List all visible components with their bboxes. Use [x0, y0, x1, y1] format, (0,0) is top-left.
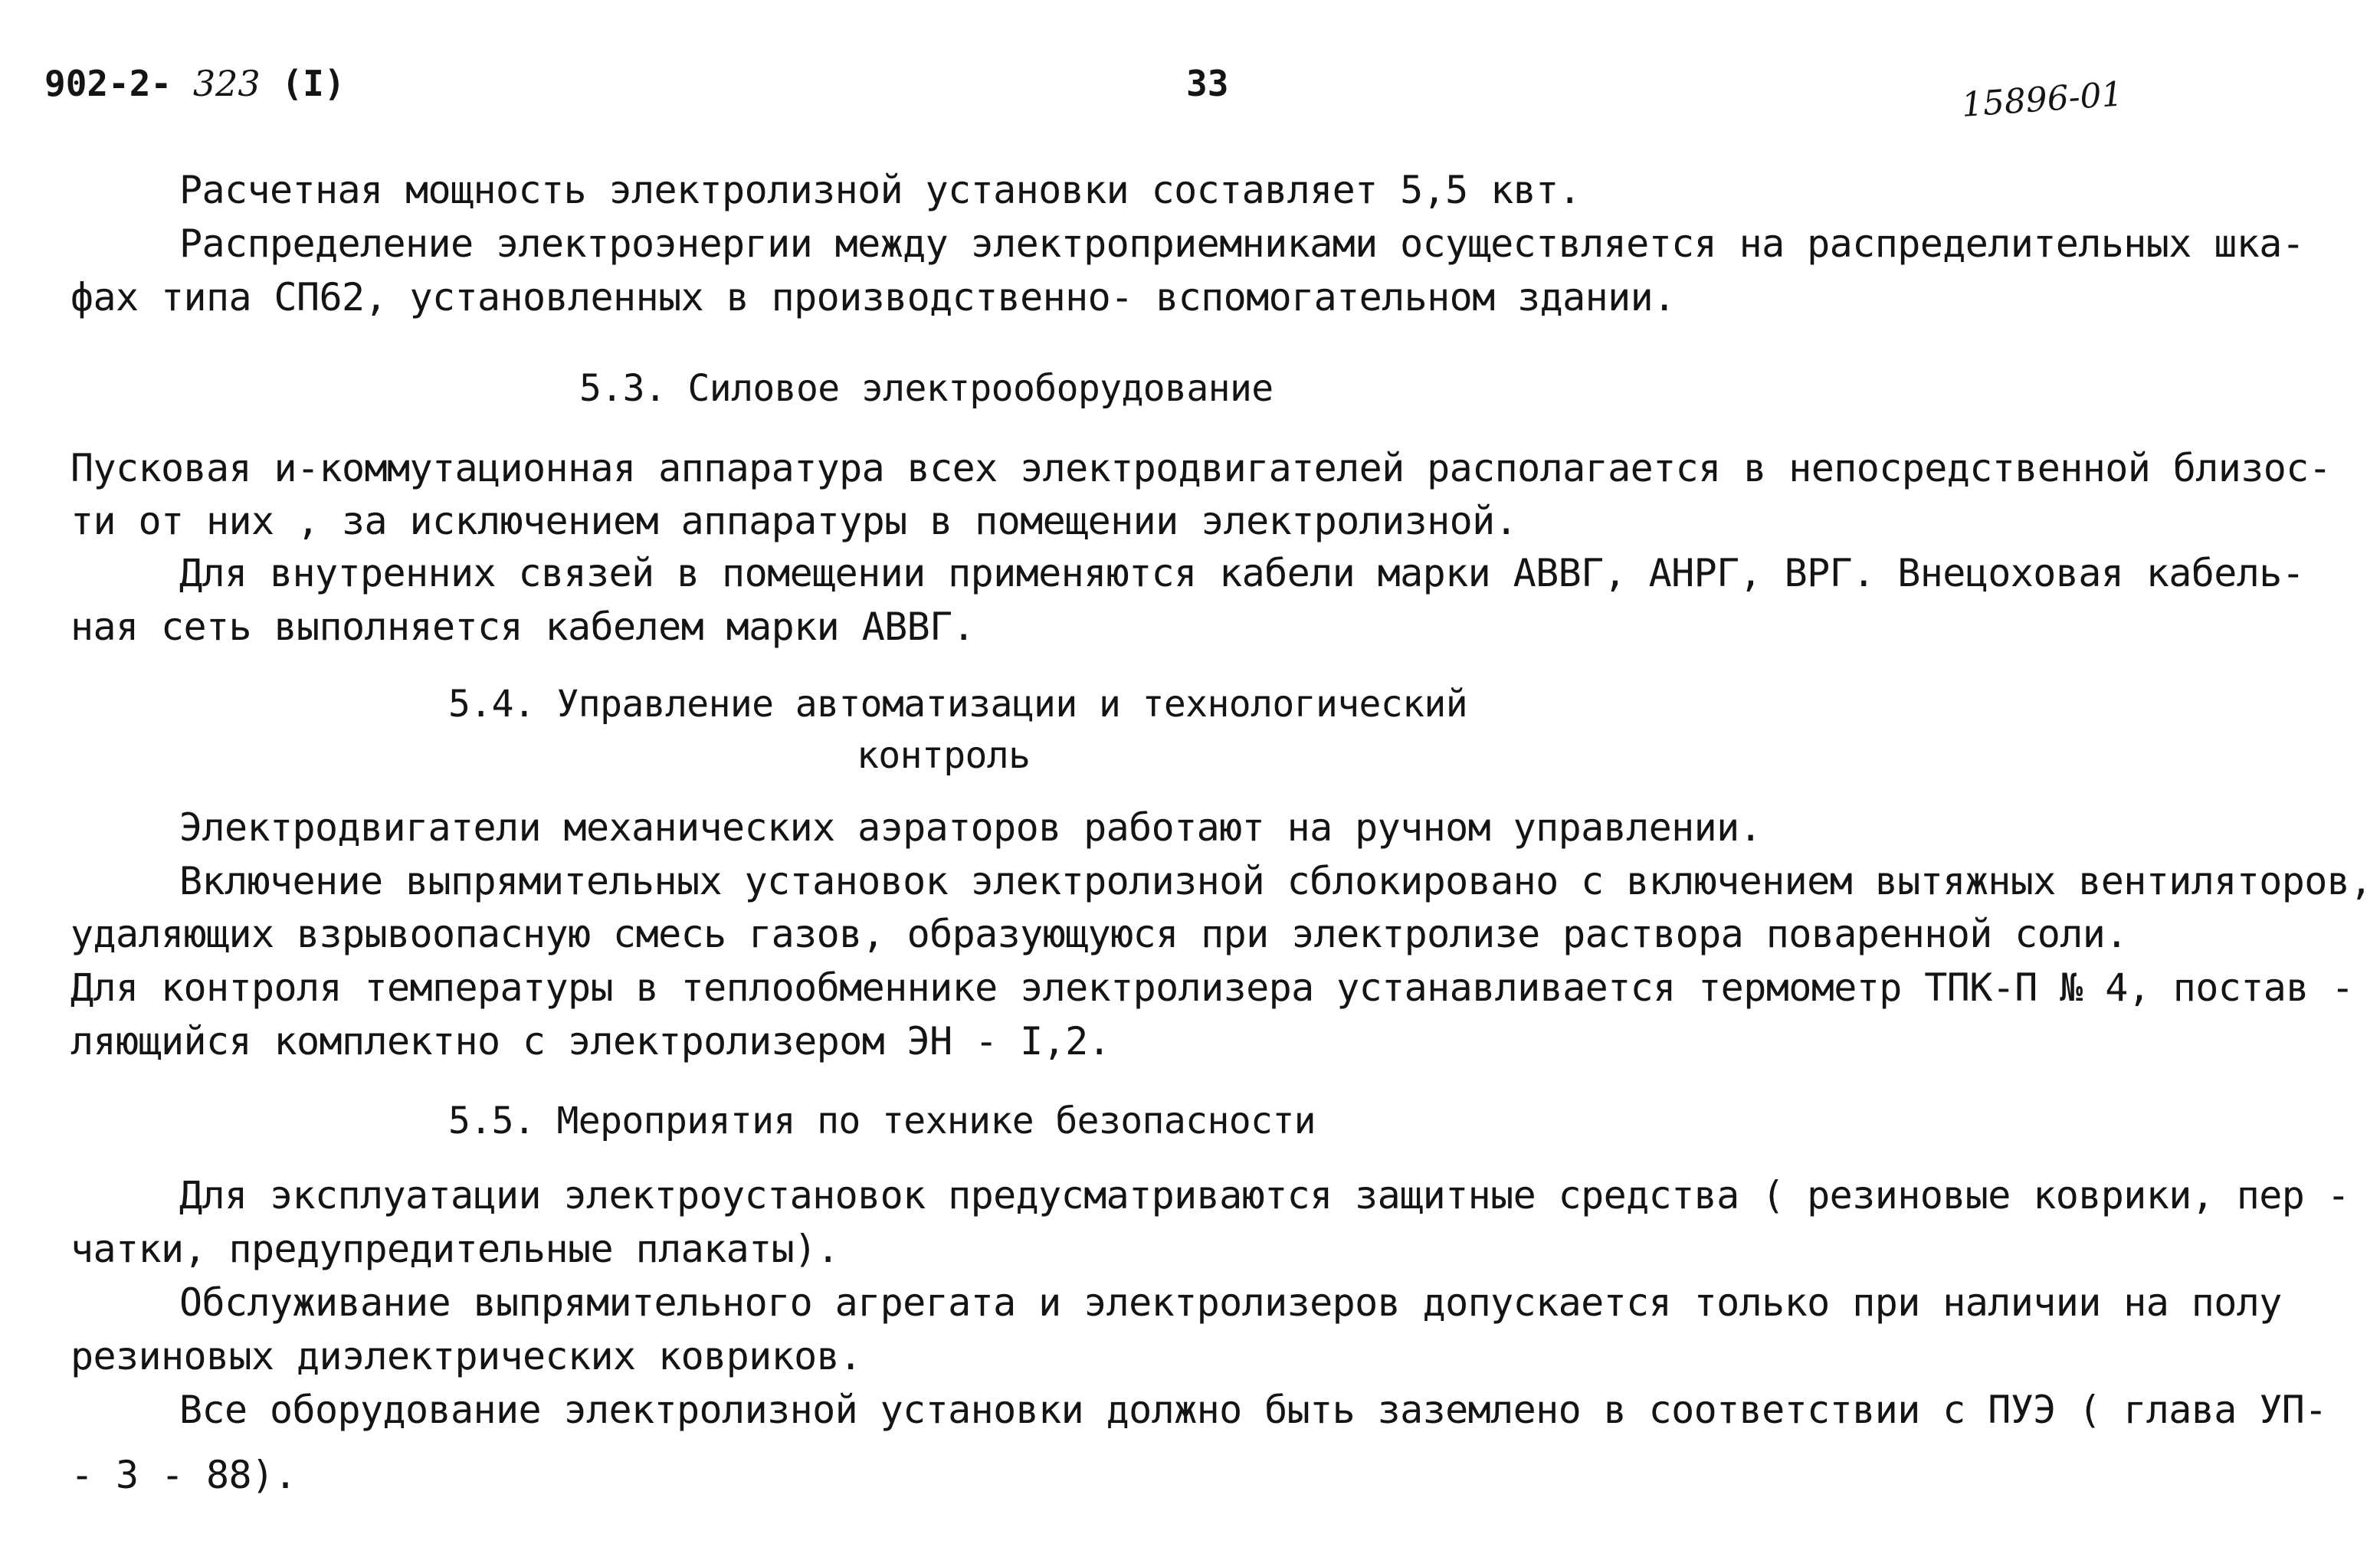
page-number: 33	[1186, 63, 1229, 104]
paragraph-protective-line2: чатки, предупредительные плакаты).	[70, 1227, 840, 1271]
paragraph-interlock-line1: Включение выпрямительных установок электролизной сблокировано с включением вытяжных вентиляторов,	[179, 859, 2372, 903]
paragraph-switchgear-line2: ти от них , за исключением аппаратуры в помещении электролизной.	[70, 499, 1518, 543]
paragraph-cables-line2: ная сеть выполняется кабелем марки АВВГ.	[70, 605, 975, 649]
document-code	[44, 63, 345, 104]
paragraph-protective-line1: Для эксплуатации электроустановок предусматриваются защитные средства ( резиновые коврики, пер -	[179, 1173, 2350, 1218]
paragraph-switchgear-line1: Пусковая и-коммутационная аппаратура всех электродвигателей располагается в непосредственной близос-	[70, 446, 2332, 490]
paragraph-aerators: Электродвигатели механических аэраторов работают на ручном управлении.	[179, 805, 1762, 850]
section-heading-5-4-line2: контроль	[857, 734, 1031, 777]
paragraph-power: Расчетная мощность электролизной установки составляет 5,5 квт.	[179, 168, 1582, 212]
section-heading-5-5: 5.5. Мероприятия по технике безопасности	[448, 1100, 1316, 1142]
section-heading-5-4-line1: 5.4. Управление автоматизации и технологический	[448, 683, 1468, 726]
code-suffix: (I)	[281, 63, 346, 104]
paragraph-distribution-line1: Распределение электроэнергии между электроприемниками осуществляется на распределительных шка-	[179, 221, 2305, 266]
section-heading-5-3: 5.3. Силовое электрооборудование	[579, 367, 1274, 410]
paragraph-grounding-line1: Все оборудование электролизной установки должно быть заземлено в соответствии с ПУЭ ( глава УП-	[179, 1388, 2327, 1432]
paragraph-thermometer-line1: Для контроля температуры в теплообменнике электролизера устанавливается термометр ТПК-П № 4, постав -	[70, 965, 2354, 1010]
paragraph-maintenance-line2: резиновых диэлектрических ковриков.	[70, 1334, 862, 1378]
paragraph-interlock-line2: удаляющих взрывоопасную смесь газов, образующуюся при электролизе раствора поваренной соли.	[70, 912, 2128, 956]
paragraph-distribution-line2: фах типа СП62, установленных в производственно- вспомогательном здании.	[70, 275, 1676, 320]
stamp-number: 15896-01	[1960, 74, 2125, 125]
paragraph-thermometer-line2: ляющийся комплектно с электролизером ЭН - I,2.	[70, 1019, 1111, 1064]
code-handwritten: 323	[192, 63, 261, 104]
paragraph-grounding-line2: - 3 - 88).	[70, 1453, 297, 1497]
code-prefix: 902-2-	[44, 63, 172, 104]
paragraph-cables-line1: Для внутренних связей в помещении применяются кабели марки АВВГ, АНРГ, ВРГ. Внецоховая кабель-	[179, 551, 2305, 595]
paragraph-maintenance-line1: Обслуживание выпрямительного агрегата и электролизеров допускается только при наличии на полу	[179, 1280, 2282, 1325]
